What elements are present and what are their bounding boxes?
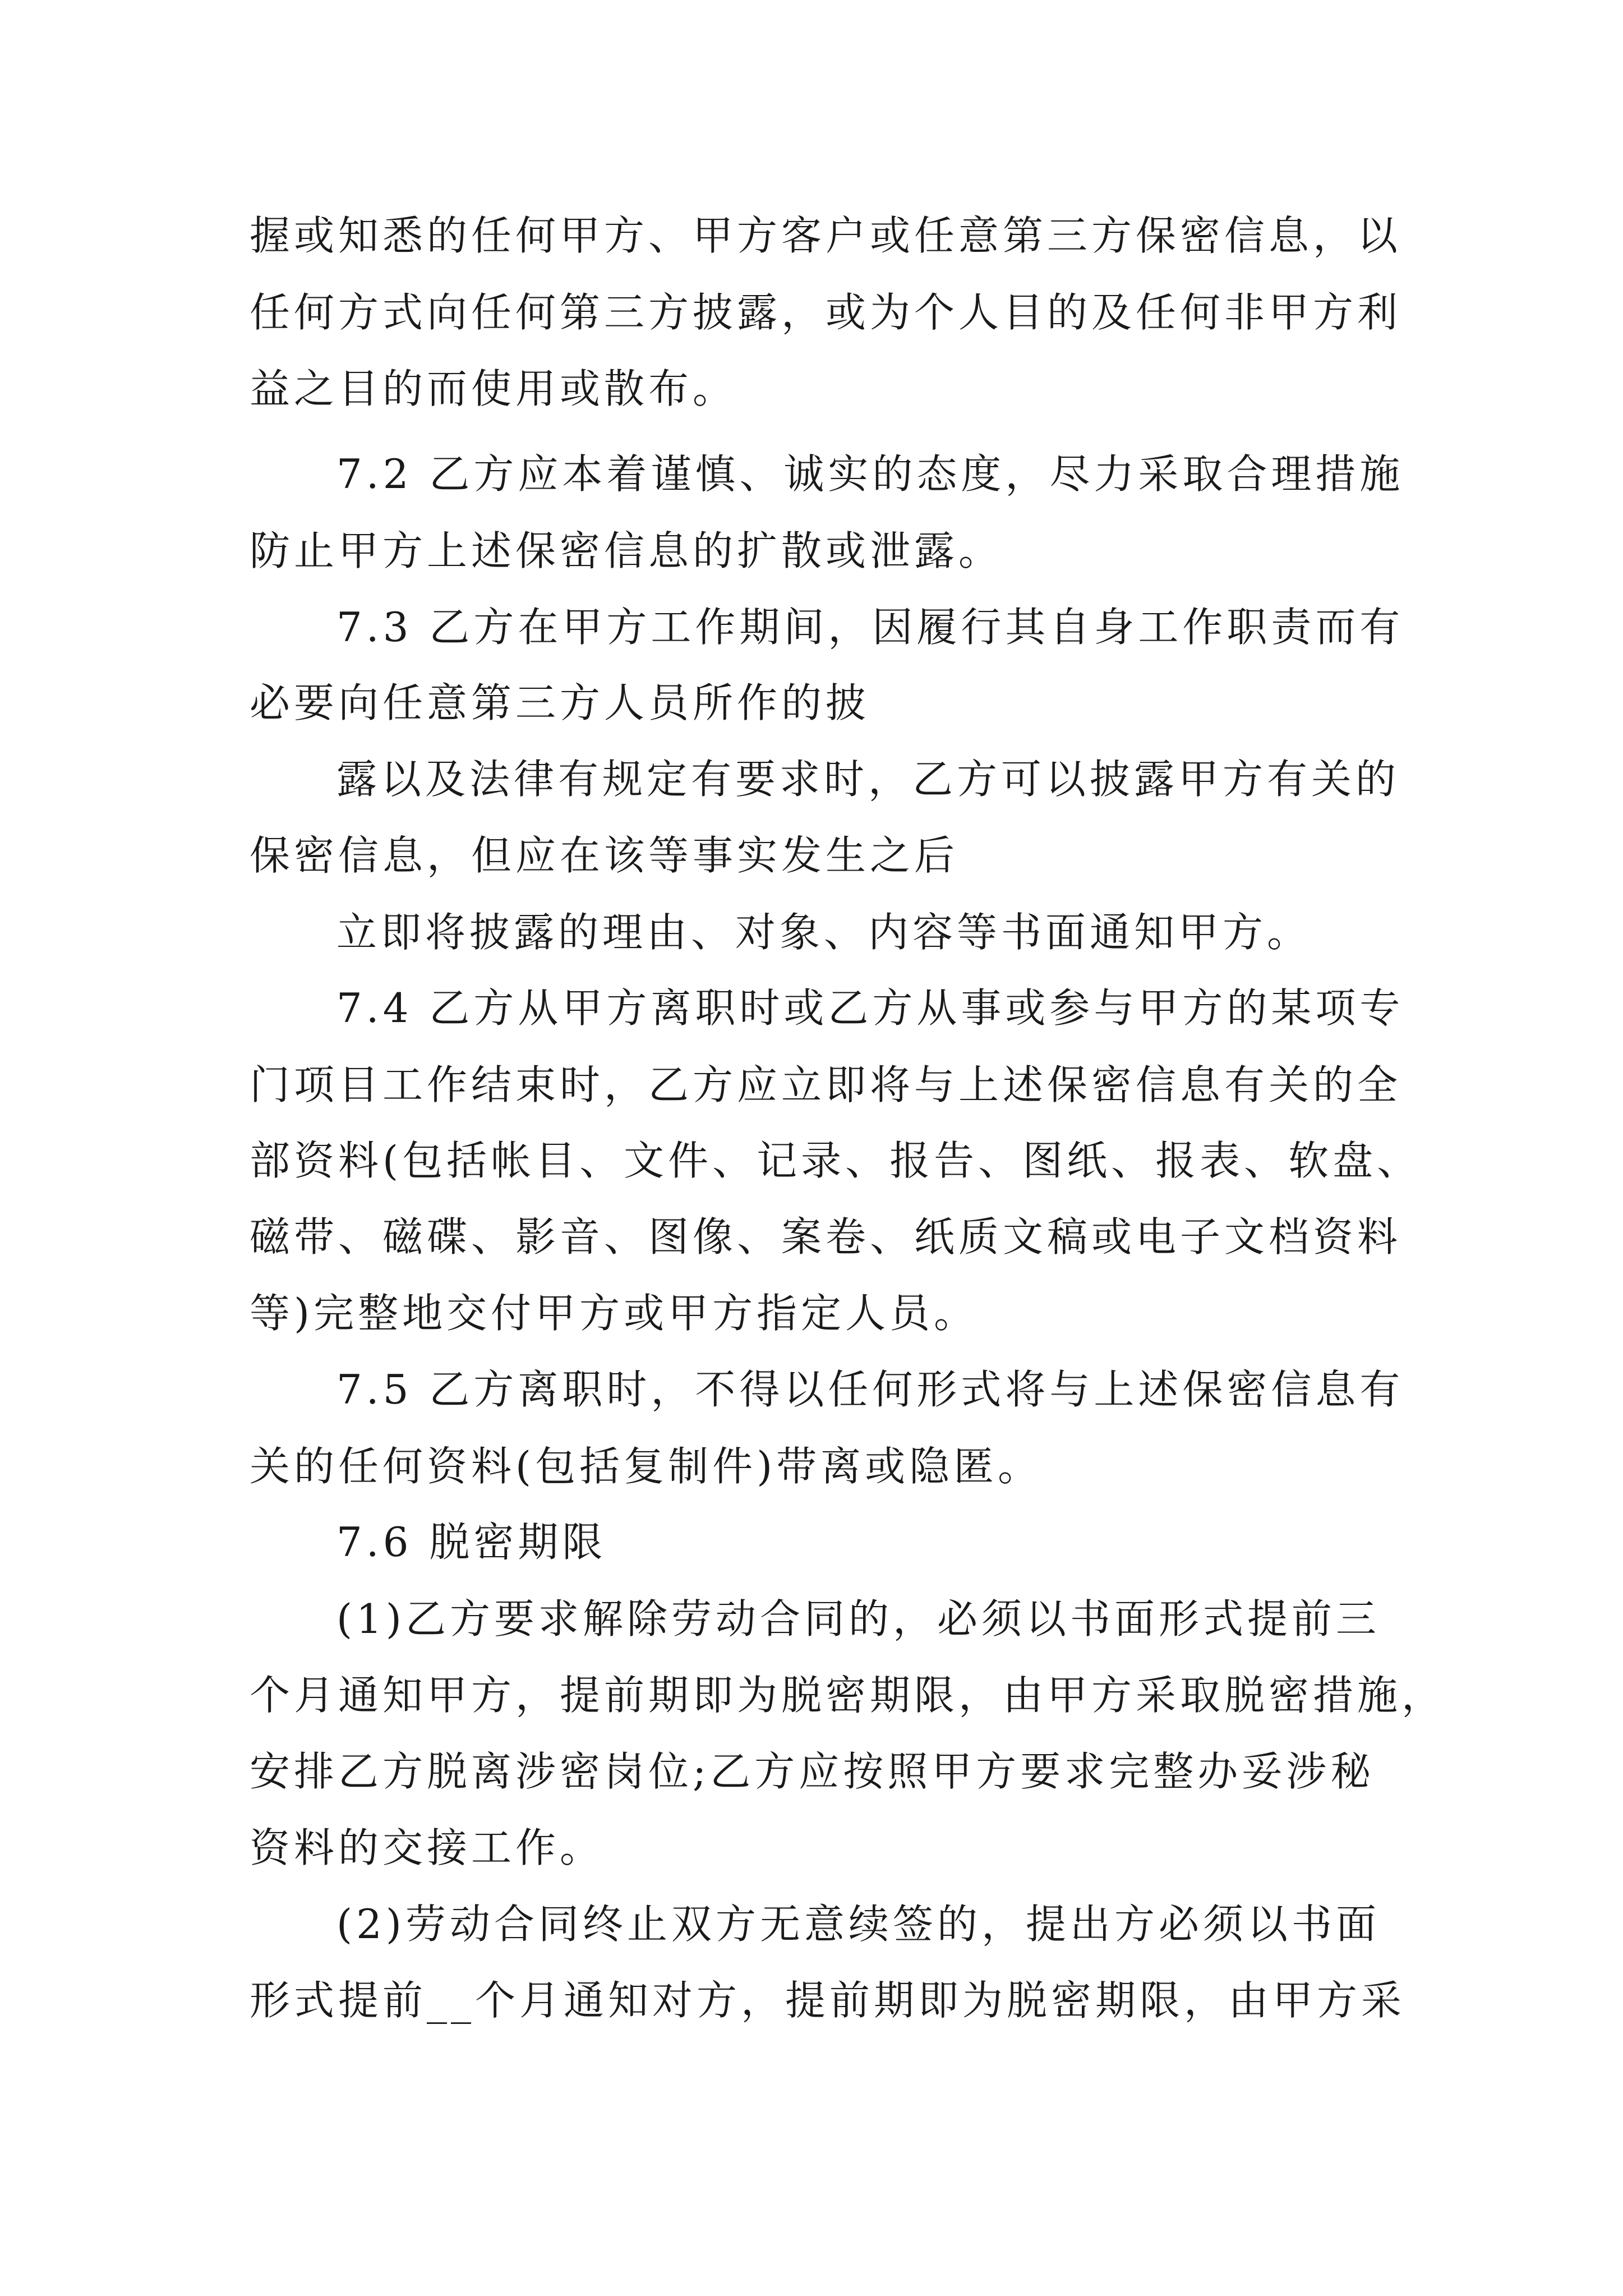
text-line: 7.3 乙方在甲方工作期间，因履行其自身工作职责而有 — [336, 604, 1404, 651]
text-line: 7.6 脱密期限 — [336, 1519, 607, 1566]
text-line: 7.5 乙方离职时，不得以任何形式将与上述保密信息有 — [336, 1366, 1404, 1413]
text-line: (2)劳动合同终止双方无意续签的，提出方必须以书面 — [336, 1901, 1380, 1948]
text-line: 资料的交接工作。 — [250, 1824, 605, 1871]
text-line: 必要向任意第三方人员所作的披 — [250, 679, 870, 726]
text-line: 7.2 乙方应本着谨慎、诚实的态度，尽力采取合理措施 — [336, 450, 1404, 498]
text-line: 防止甲方上述保密信息的扩散或泄露。 — [250, 527, 1003, 574]
text-line: 个月通知甲方，提前期即为脱密期限，由甲方采取脱密措施， — [250, 1672, 1446, 1719]
text-line: 握或知悉的任何甲方、甲方客户或任意第三方保密信息，以 — [250, 212, 1402, 259]
text-line: 立即将披露的理由、对象、内容等书面通知甲方。 — [336, 909, 1312, 956]
text-line: 安排乙方脱离涉密岗位;乙方应按照甲方要求完整办妥涉秘 — [250, 1748, 1375, 1795]
text-line: 7.4 乙方从甲方离职时或乙方从事或参与甲方的某项专 — [336, 984, 1404, 1032]
text-line: 益之目的而使用或散布。 — [250, 365, 737, 412]
text-line: 形式提前__个月通知对方，提前期即为脱密期限，由甲方采 — [250, 1977, 1406, 2024]
text-line: 磁带、磁碟、影音、图像、案卷、纸质文稿或电子文档资料 — [250, 1213, 1402, 1260]
text-line: 露以及法律有规定有要求时，乙方可以披露甲方有关的 — [336, 756, 1400, 803]
text-line: (1)乙方要求解除劳动合同的，必须以书面形式提前三 — [336, 1595, 1380, 1642]
text-line: 保密信息，但应在该等事实发生之后 — [250, 832, 959, 879]
text-line: 部资料(包括帐目、文件、记录、报告、图纸、报表、软盘、 — [250, 1137, 1422, 1184]
text-line: 等)完整地交付甲方或甲方指定人员。 — [250, 1290, 979, 1337]
text-line: 关的任何资料(包括复制件)带离或隐匿。 — [250, 1443, 1043, 1490]
text-line: 任何方式向任何第三方披露，或为个人目的及任何非甲方利 — [250, 289, 1402, 336]
text-line: 门项目工作结束时，乙方应立即将与上述保密信息有关的全 — [250, 1061, 1402, 1108]
